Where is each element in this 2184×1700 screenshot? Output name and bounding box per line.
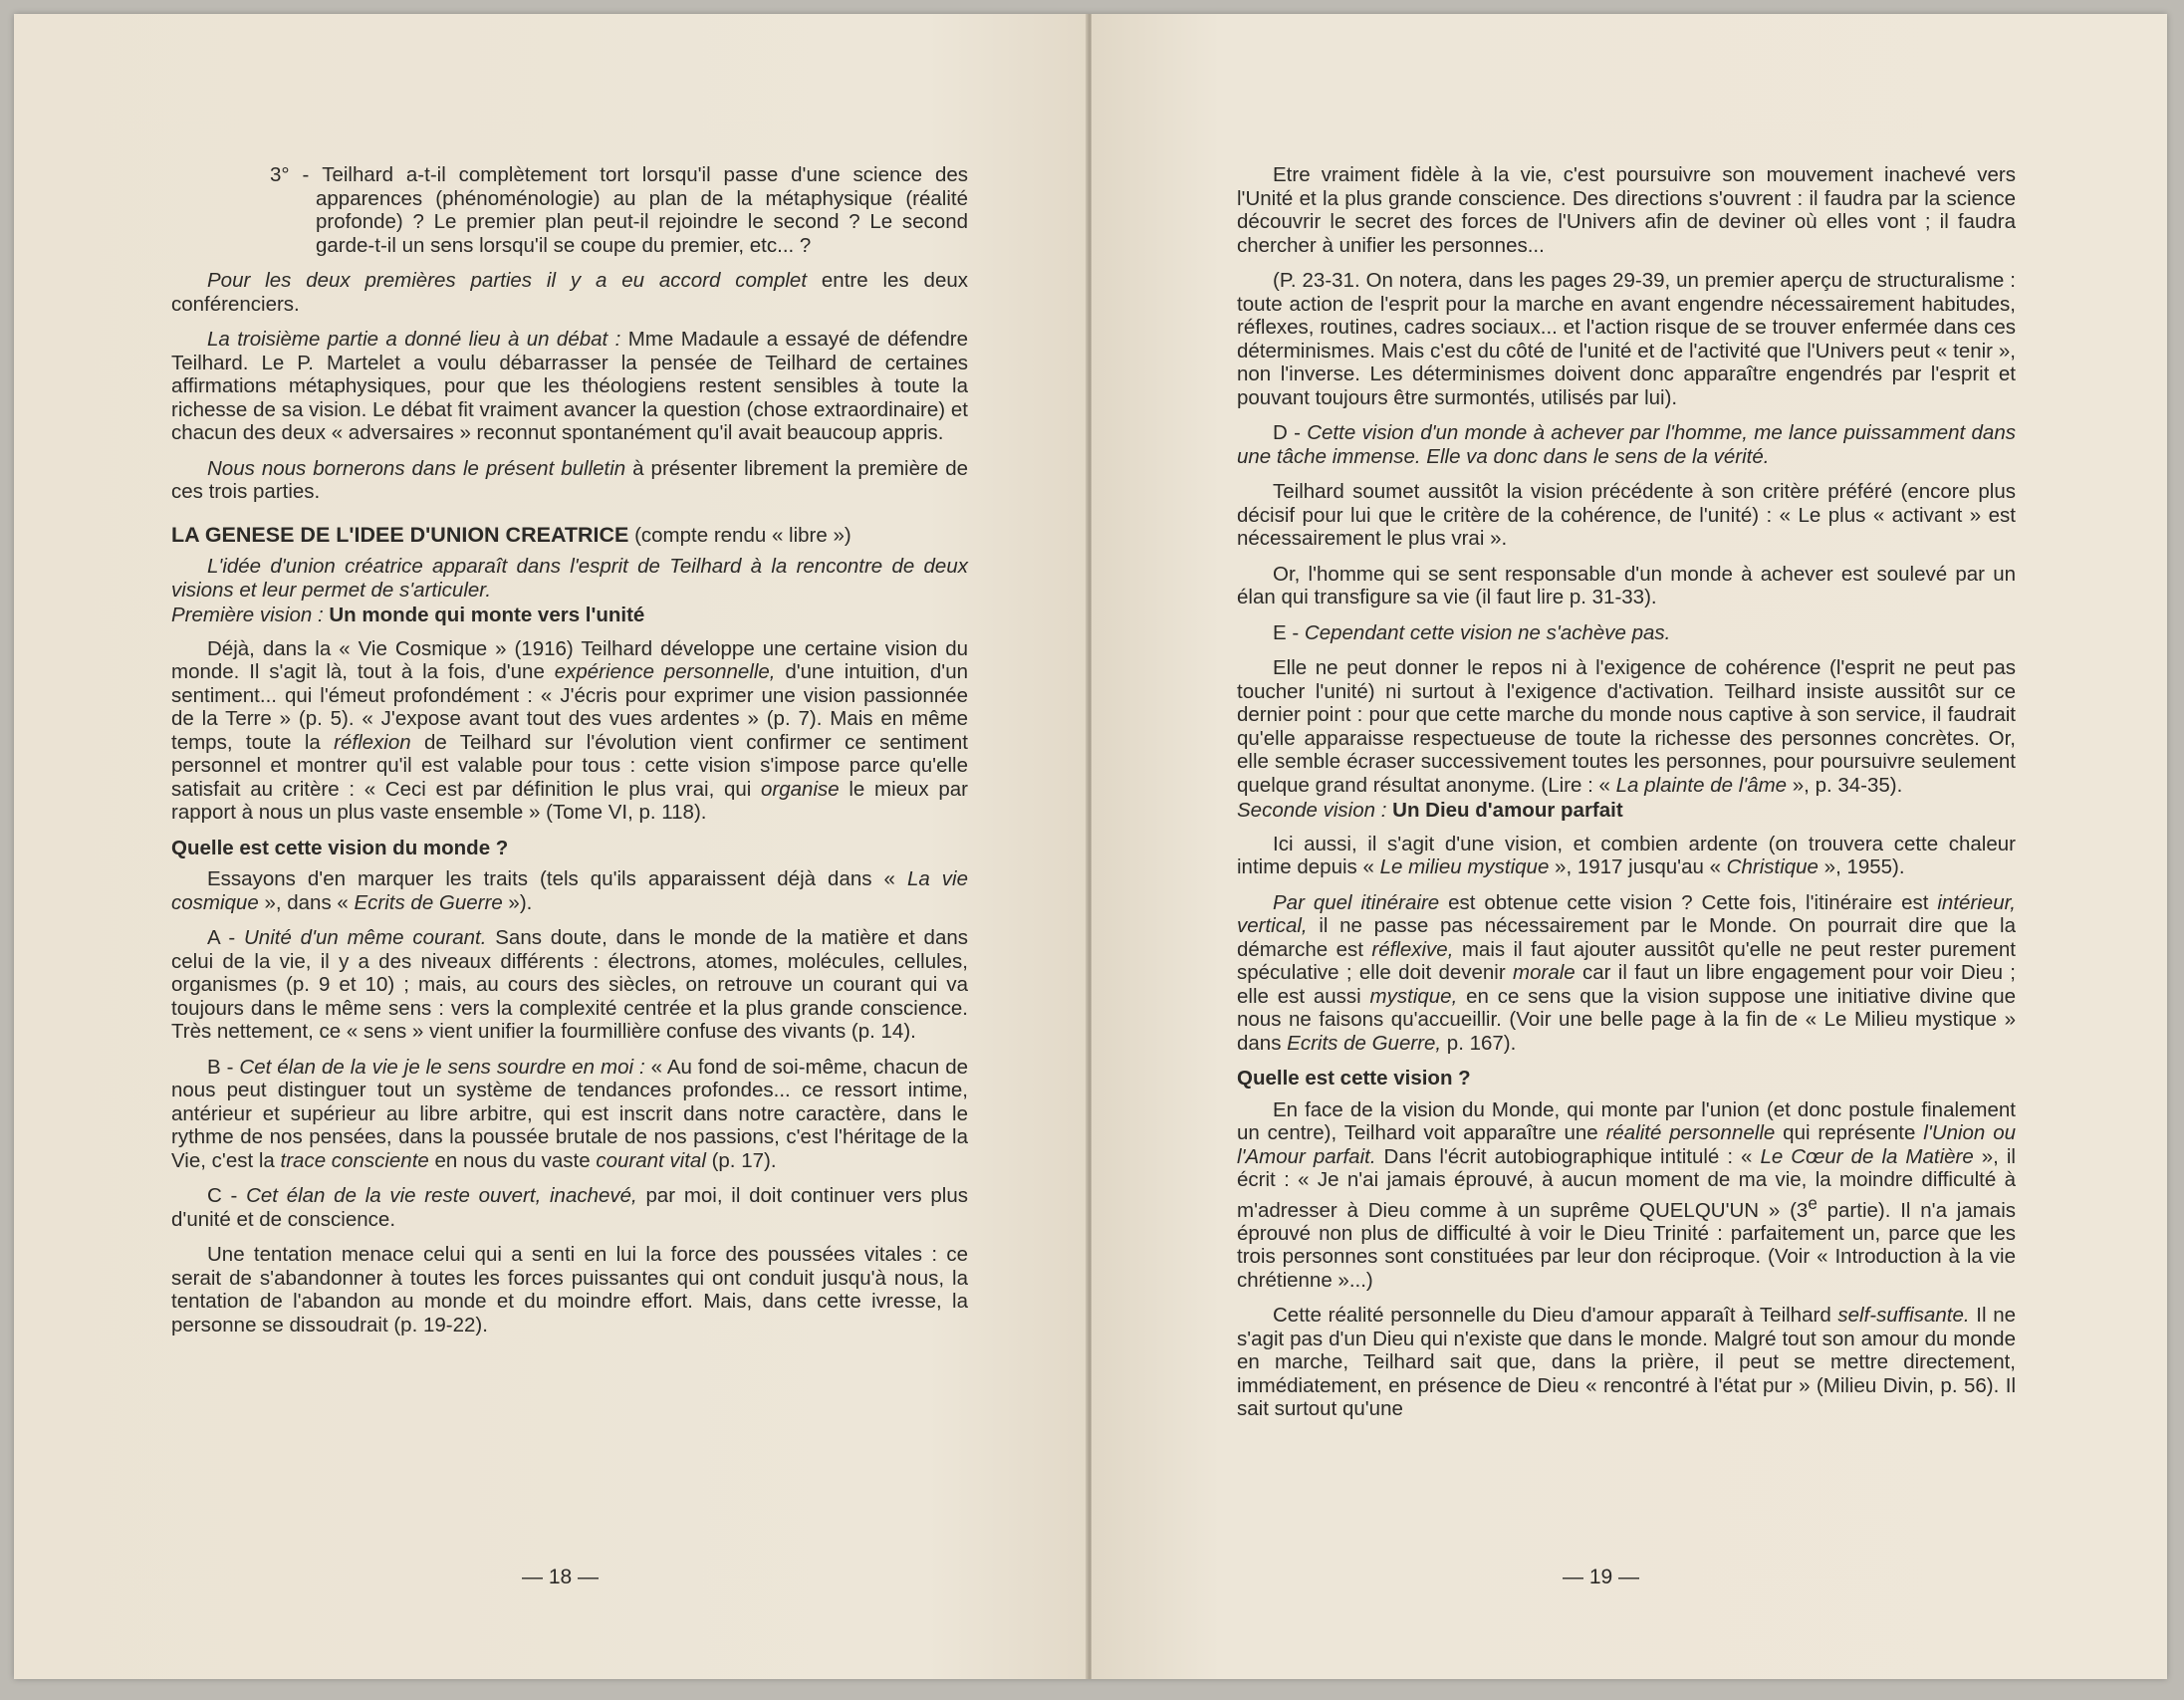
question-heading: Quelle est cette vision du monde ? (171, 836, 509, 859)
paragraph: Une tentation menace celui qui a senti en lui la force des poussées vitales : ce serait de s'abandonner à toutes les forces puissantes qui ont conduit jusqu'à nous, la tentation de l'abandon au monde et du moindre effort. Mais, dans cette ivresse, la personne se dissoudrait (p. 19-22). (171, 1243, 968, 1336)
paragraph: Teilhard soumet aussitôt la vision précédente à son critère préféré (encore plus décisif pour lui que le critère de la cohérence, de l'unité) : « Le plus « activant » est nécessairement le plus vrai ». (1237, 480, 2016, 550)
left-page (14, 14, 1088, 1679)
vision-heading: Seconde vision : Un Dieu d'amour parfait (1237, 799, 1623, 822)
paragraph-c: C - Cet élan de la vie reste ouvert, inachevé, par moi, il doit continuer vers plus d'unité et de conscience. (171, 1184, 968, 1231)
right-column (1237, 163, 2016, 1433)
paragraph: En face de la vision du Monde, qui monte par l'union (et donc postule finalement un centre), Teilhard voit apparaître une réalité personnelle qui représente l'Union ou l'Amour parfait. Dans l'écrit autobiographique intitulé : « Le Cœur de la Matière », il écrit : « Je n'ai jamais éprouvé, à aucun moment de ma vie, la moindre difficulté à m'adresser à Dieu comme à un suprême QUELQU'UN » (3e partie). Il n'a jamais éprouvé non plus de difficulté à voir le Dieu Trinité : parfaitement un, parce que les trois personnes sont constituées par leur don réciproque. (Voir « Introduction à la vie chrétienne »...) (1237, 1097, 2017, 1292)
paragraph: Or, l'homme qui se sent responsable d'un monde à achever est soulevé par un élan qui transfigure sa vie (il faut lire p. 31-33). (1237, 562, 2016, 608)
right-page (1092, 14, 2167, 1679)
paragraph: La troisième partie a donné lieu à un débat : Mme Madaule a essayé de défendre Teilhard. Le P. Martelet a voulu débarrasser la pensée de Teilhard de certaines affirmations métaphysiques, pour que les théologiens restent sensibles à toute la richesse de sa vision. Le débat fit vraiment avancer la question (chose extraordinaire) et chacun des deux « adversaires » reconnut spontanément qu'il avait beaucoup appris. (171, 328, 969, 444)
item-text: Teilhard a-t-il complètement tort lorsqu'il passe d'une science des apparences (phénoménologie) au plan de la métaphysique (réalité profonde) ? Le premier plan peut-il rejoindre le second ? Le second garde-t-il un sens lorsqu'il se coupe du premier, etc... ? (316, 163, 968, 257)
paragraph: Essayons d'en marquer les traits (tels qu'ils apparaissent déjà dans « La vie cosmique », dans « Ecrits de Guerre »). (171, 867, 968, 914)
paragraph-b: B - Cet élan de la vie je le sens sourdre en moi : « Au fond de soi-même, chacun de nous peut distinguer tout un système de tendances profondes... ce ressort intime, antérieur et supérieur au libre arbitre, qui est inscrit dans notre caractère, dans le rythme de nos pensées, dans la poussée brutale de nos passions, c'est l'héritage de la Vie, c'est la trace consciente en nous du vaste courant vital (p. 17). (171, 1055, 968, 1172)
item-3 (171, 163, 968, 257)
paragraph: Déjà, dans la « Vie Cosmique » (1916) Teilhard développe une certaine vision du monde. Il s'agit là, tout à la fois, d'une expérience personnelle, d'une intuition, d'un sentiment... qui l'émeut profondément : « J'écris pour exprimer une vision passionnée de la Terre » (p. 5). « J'expose avant tout des vues ardentes » (p. 7). Mais en même temps, toute la réflexion de Teilhard sur l'évolution vient confirmer ce sentiment personnel et montrer qu'il est valable pour tous : cette vision s'impose parce qu'elle satisfait au critère : « Ceci est par définition le plus vrai, qui organise le mieux par rapport à nous un plus vaste ensemble » (Tome VI, p. 118). (171, 636, 968, 824)
page-number: — 19 — (1563, 1566, 1640, 1588)
paragraph: Etre vraiment fidèle à la vie, c'est poursuivre son mouvement inachevé vers l'Unité et la plus grande conscience. Des directions s'ouvrent : il faudra par la science découvrir le secret des forces de l'Univers afin de deviner où elles vont ; il faudra chercher à unifier les personnes... (1237, 163, 2016, 257)
section-heading: LA GENESE DE L'IDEE D'UNION CREATRICE (compte rendu « libre ») (171, 522, 851, 547)
paragraph: (P. 23-31. On notera, dans les pages 29-39, un premier aperçu de structuralisme : toute action de l'esprit pour la marche en avant engendre nécessairement habitudes, réflexes, routines, cadres sociaux... et l'action risque de se trouver enfermée dans ces déterminismes. Mais c'est du côté de l'unité et de l'activité que l'Univers peut « tenir », non l'inverse. Les déterminismes doivent donc apparaître engendrés par l'esprit et pouvant toujours être surmontés, utilisés par lui). (1237, 269, 2016, 409)
question-heading: Quelle est cette vision ? (1237, 1067, 1471, 1090)
paragraph: Nous nous bornerons dans le présent bulletin à présenter librement la première de ces trois parties. (171, 456, 968, 503)
paragraph-a: A - Unité d'un même courant. Sans doute, dans le monde de la matière et dans celui de la vie, il y a des niveaux différents : électrons, atomes, molécules, cellules, organismes (p. 9 et 10) ; mais, au cours des siècles, on retrouve un courant qui va toujours dans le même sens : vers la complexité centrée et la plus grande conscience. Très nettement, ce « sens » vient unifier la fourmillière confuse des vivants (p. 14). (171, 926, 969, 1043)
left-column (171, 163, 968, 1348)
paragraph: Ici aussi, il s'agit d'une vision, et combien ardente (on trouvera cette chaleur intime depuis « Le milieu mystique », 1917 jusqu'au « Christique », 1955). (1237, 832, 2016, 878)
book-spread (14, 14, 2167, 1679)
vision-heading: Première vision : Un monde qui monte vers l'unité (171, 604, 645, 626)
paragraph: Pour les deux premières parties il y a eu accord complet entre les deux conférenciers. (171, 269, 968, 316)
paragraph: Par quel itinéraire est obtenue cette vision ? Cette fois, l'itinéraire est intérieur, vertical, il ne passe pas nécessairement par le Monde. On pourrait dire que la démarche est réflexive, mais il faut ajouter aussitôt qu'elle ne peut rester purement spéculative ; elle doit devenir morale car il faut un libre engagement pour voir Dieu ; elle est aussi mystique, en ce sens que la vision suppose une initiative divine que nous ne faisons qu'accueillir. (Voir une belle page à la fin de « Le Milieu mystique » dans Ecrits de Guerre, p. 167). (1237, 890, 2017, 1055)
page-number: — 18 — (522, 1566, 600, 1588)
paragraph: Elle ne peut donner le repos ni à l'exigence de cohérence (l'esprit ne peut pas toucher l'unité) ni surtout à l'exigence d'activation. Teilhard insiste aussitôt sur ce dernier point : pour que cette marche du monde nous captive à son service, il faudrait qu'elle apparaisse respectueuse de toute la richesse des personnes concrètes. Or, elle semble écraser successivement toutes les personnes, pour poursuivre seulement quelque grand résultat anonyme. (Lire : « La plainte de l'âme », p. 34-35). (1237, 656, 2016, 797)
paragraph: Cette réalité personnelle du Dieu d'amour apparaît à Teilhard self-suffisante. Il ne s'agit pas d'un Dieu qui n'existe que dans le monde. Malgré tout son amour du monde en marche, Teilhard sait que, dans la prière, il peut se mettre directement, immédiatement, en présence de Dieu « rencontré à l'état pur » (Milieu Divin, p. 56). Il sait surtout qu'une (1237, 1304, 2016, 1421)
item-number: 3° - (270, 163, 310, 186)
paragraph-d: D - Cette vision d'un monde à achever par l'homme, me lance puissamment dans une tâche immense. Elle va donc dans le sens de la vérité. (1237, 421, 2016, 468)
paragraph-e: E - Cependant cette vision ne s'achève pas. (1273, 620, 1671, 644)
intro-paragraph: L'idée d'union créatrice apparaît dans l'esprit de Teilhard à la rencontre de deux visions et leur permet de s'articuler. (171, 555, 968, 602)
